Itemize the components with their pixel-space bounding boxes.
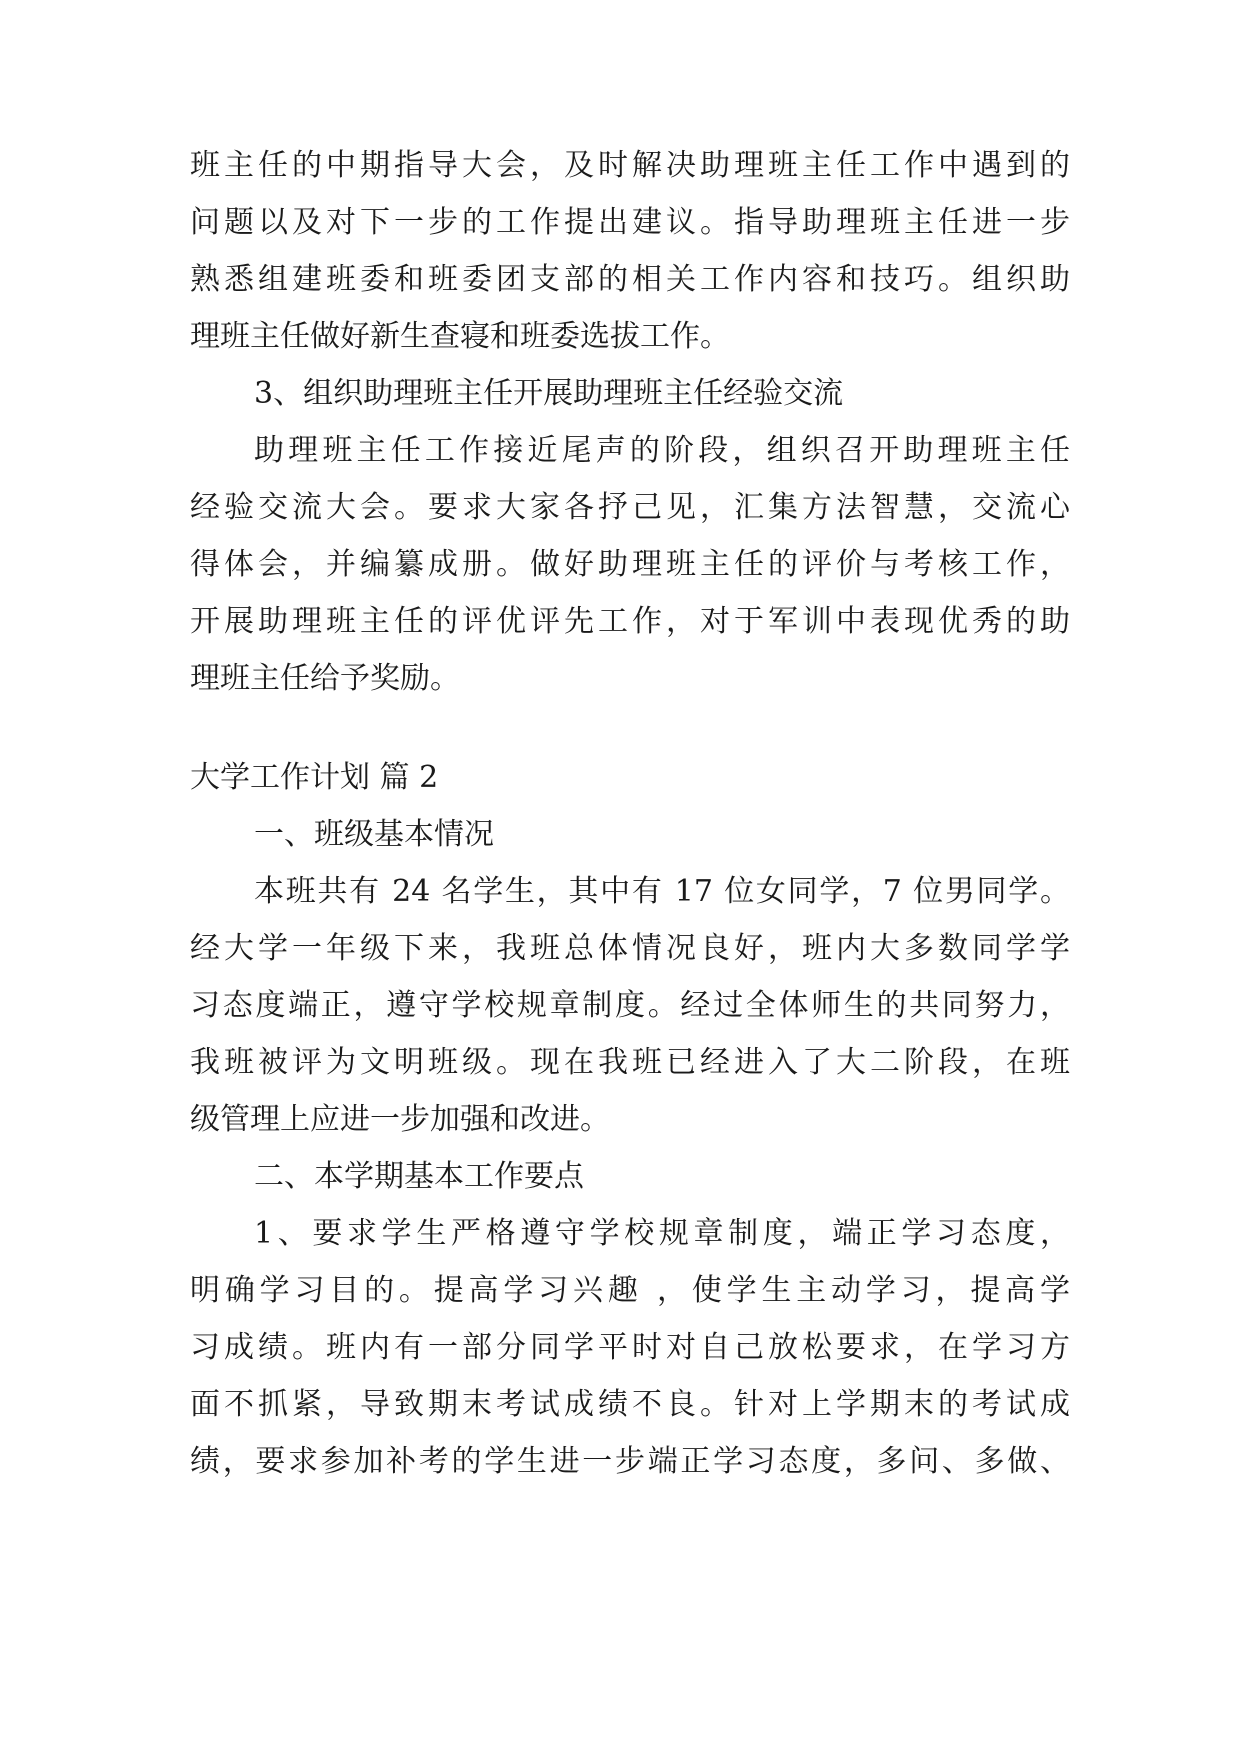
text-line: 面不抓紧，导致期末考试成绩不良。针对上学期末的考试成 [190,1387,1070,1422]
text-line: 开展助理班主任的评优评先工作，对于军训中表现优秀的助 [190,604,1070,639]
text-line: 级管理上应进一步加强和改进。 [190,1102,610,1137]
text-line: 熟悉组建班委和班委团支部的相关工作内容和技巧。组织助 [190,262,1070,297]
text-line: 问题以及对下一步的工作提出建议。指导助理班主任进一步 [190,205,1070,240]
text-line: 绩，要求参加补考的学生进一步端正学习态度，多问、多做、 [190,1444,1070,1479]
section-heading: 3、组织助理班主任开展助理班主任经验交流 [254,376,844,411]
text-line: 经验交流大会。要求大家各抒己见，汇集方法智慧，交流心 [190,490,1070,525]
text-line: 明确学习目的。提高学习兴趣 ，使学生主动学习，提高学 [190,1273,1070,1308]
text-line: 理班主任给予奖励。 [190,661,460,696]
text-line: 助理班主任工作接近尾声的阶段，组织召开助理班主任 [254,433,1070,468]
section-heading: 一、班级基本情况 [254,817,494,852]
text-line: 班主任的中期指导大会，及时解决助理班主任工作中遇到的 [190,148,1070,183]
text-line: 习态度端正，遵守学校规章制度。经过全体师生的共同努力， [190,988,1070,1023]
text-line: 得体会，并编纂成册。做好助理班主任的评价与考核工作， [190,547,1070,582]
text-line: 本班共有 24 名学生，其中有 17 位女同学，7 位男同学。 [254,874,1070,909]
text-line: 习成绩。班内有一部分同学平时对自己放松要求，在学习方 [190,1330,1070,1365]
text-line: 1、要求学生严格遵守学校规章制度，端正学习态度， [254,1216,1070,1251]
document-title: 大学工作计划 篇 2 [190,760,439,795]
text-line: 理班主任做好新生查寝和班委选拔工作。 [190,319,730,354]
section-heading: 二、本学期基本工作要点 [254,1159,584,1194]
text-line: 经大学一年级下来，我班总体情况良好，班内大多数同学学 [190,931,1070,966]
text-line: 我班被评为文明班级。现在我班已经进入了大二阶段，在班 [190,1045,1070,1080]
